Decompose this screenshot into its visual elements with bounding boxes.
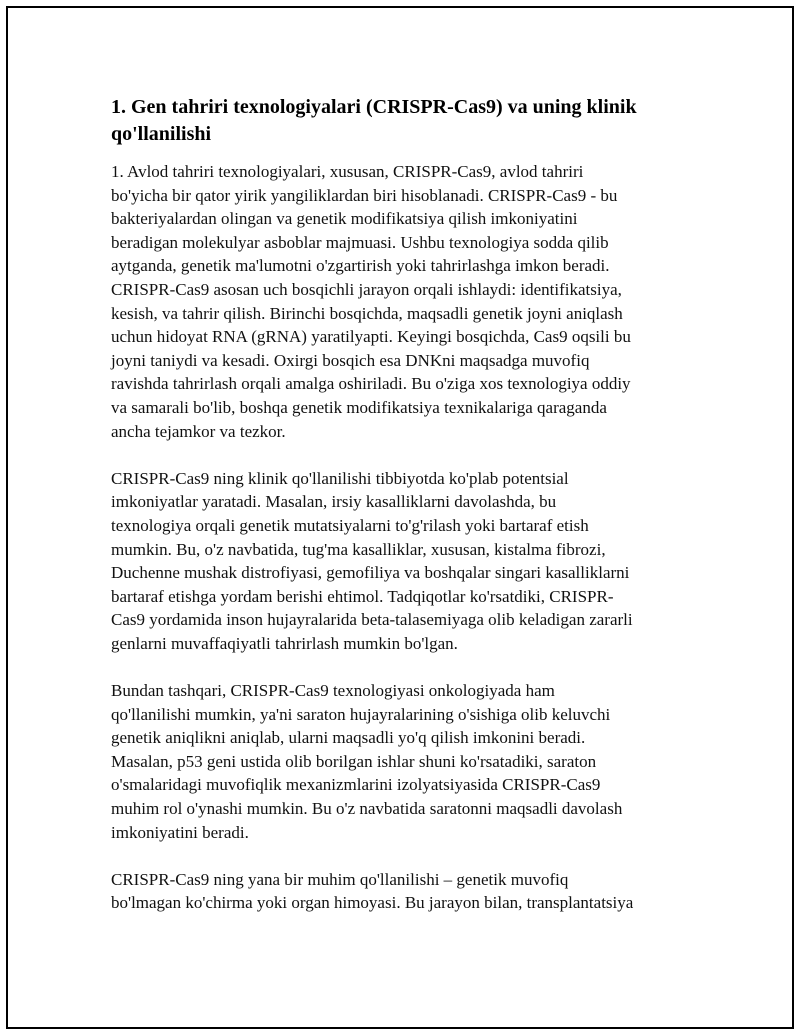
text-line: muhim rol o'ynashi mumkin. Bu o'z navbatida saratonni maqsadli davolash: [111, 799, 623, 819]
text-line: o'smalaridagi muvofiqlik mexanizmlarini izolyatsiyasida CRISPR-Cas9: [111, 775, 601, 795]
text-line: joyni taniydi va kesadi. Oxirgi bosqich esa DNKni maqsadga muvofiq: [111, 350, 590, 370]
text-line: CRISPR-Cas9 asosan uch bosqichli jarayon orqali ishlaydi: identifikatsiya,: [111, 279, 622, 299]
text-line: genlarni muvaffaqiyatli tahrirlash mumkin bo'lgan.: [111, 633, 458, 653]
text-line: imkoniyatlar yaratadi. Masalan, irsiy kasalliklarni davolashda, bu: [111, 492, 557, 512]
text-line: genetik aniqlikni aniqlab, ularni maqsadli yo'q qilish imkonini beradi.: [111, 728, 586, 748]
document-title: 1. Gen tahriri texnologiyalari (CRISPR-Cas9) va uning klinik qo'llanilishi: [111, 96, 637, 145]
text-line: bakteriyalardan olingan va genetik modifikatsiya qilish imkoniyatini: [111, 209, 578, 229]
paragraph-3: [111, 679, 687, 844]
text-line: 1. Avlod tahriri texnologiyalari, xususan, CRISPR-Cas9, avlod tahriri: [111, 162, 584, 181]
text-line: va samarali bo'lib, boshqa genetik modifikatsiya texnikalariga qaraganda: [111, 397, 607, 417]
text-line: texnologiya orqali genetik mutatsiyalarni to'g'rilash yoki bartaraf etish: [111, 515, 589, 535]
text-line: Cas9 yordamida inson hujayralarida beta-talasemiyaga olib keladigan zararli: [111, 610, 633, 630]
text-line: bo'lmagan ko'chirma yoki organ himoyasi. Bu jarayon bilan, transplantatsiya: [111, 893, 634, 913]
text-line: imkoniyatini beradi.: [111, 822, 249, 842]
paragraph-2: [111, 467, 687, 656]
paragraph-1: [111, 160, 687, 443]
text-line: CRISPR-Cas9 ning klinik qo'llanilishi tibbiyotda ko'plab potentsial: [111, 468, 569, 488]
text-line: beradigan molekulyar asboblar majmuasi. Ushbu texnologiya sodda qilib: [111, 232, 609, 252]
text-line: bo'yicha bir qator yirik yangiliklardan biri hisoblanadi. CRISPR-Cas9 - bu: [111, 185, 618, 205]
paragraph-4: [111, 868, 687, 915]
text-line: Masalan, p53 geni ustida olib borilgan ishlar shuni ko'rsatadiki, saraton: [111, 751, 597, 771]
text-line: ravishda tahrirlash orqali amalga oshiriladi. Bu o'ziga xos texnologiya oddiy: [111, 374, 631, 394]
text-line: aytganda, genetik ma'lumotni o'zgartirish yoki tahrirlashga imkon beradi.: [111, 256, 610, 276]
text-line: qo'llanilishi mumkin, ya'ni saraton hujayralarining o'sishiga olib keluvchi: [111, 704, 611, 724]
text-line: Duchenne mushak distrofiyasi, gemofiliya va boshqalar singari kasalliklarni: [111, 563, 630, 583]
document-body: [111, 88, 687, 939]
text-line: mumkin. Bu, o'z navbatida, tug'ma kasalliklar, xususan, kistalma fibrozi,: [111, 539, 606, 559]
text-line: Bundan tashqari, CRISPR-Cas9 texnologiyasi onkologiyada ham: [111, 681, 555, 701]
text-line: uchun hidoyat RNA (gRNA) yaratilyapti. Keyingi bosqichda, Cas9 oqsili bu: [111, 327, 631, 347]
text-line: kesish, va tahrir qilish. Birinchi bosqichda, maqsadli genetik joyni aniqlash: [111, 303, 623, 323]
text-line: CRISPR-Cas9 ning yana bir muhim qo'llanilishi – genetik muvofiq: [111, 869, 569, 889]
text-line: ancha tejamkor va tezkor.: [111, 421, 286, 441]
text-line: bartaraf etishga yordam berishi ehtimol. Tadqiqotlar ko'rsatdiki, CRISPR-: [111, 586, 614, 606]
